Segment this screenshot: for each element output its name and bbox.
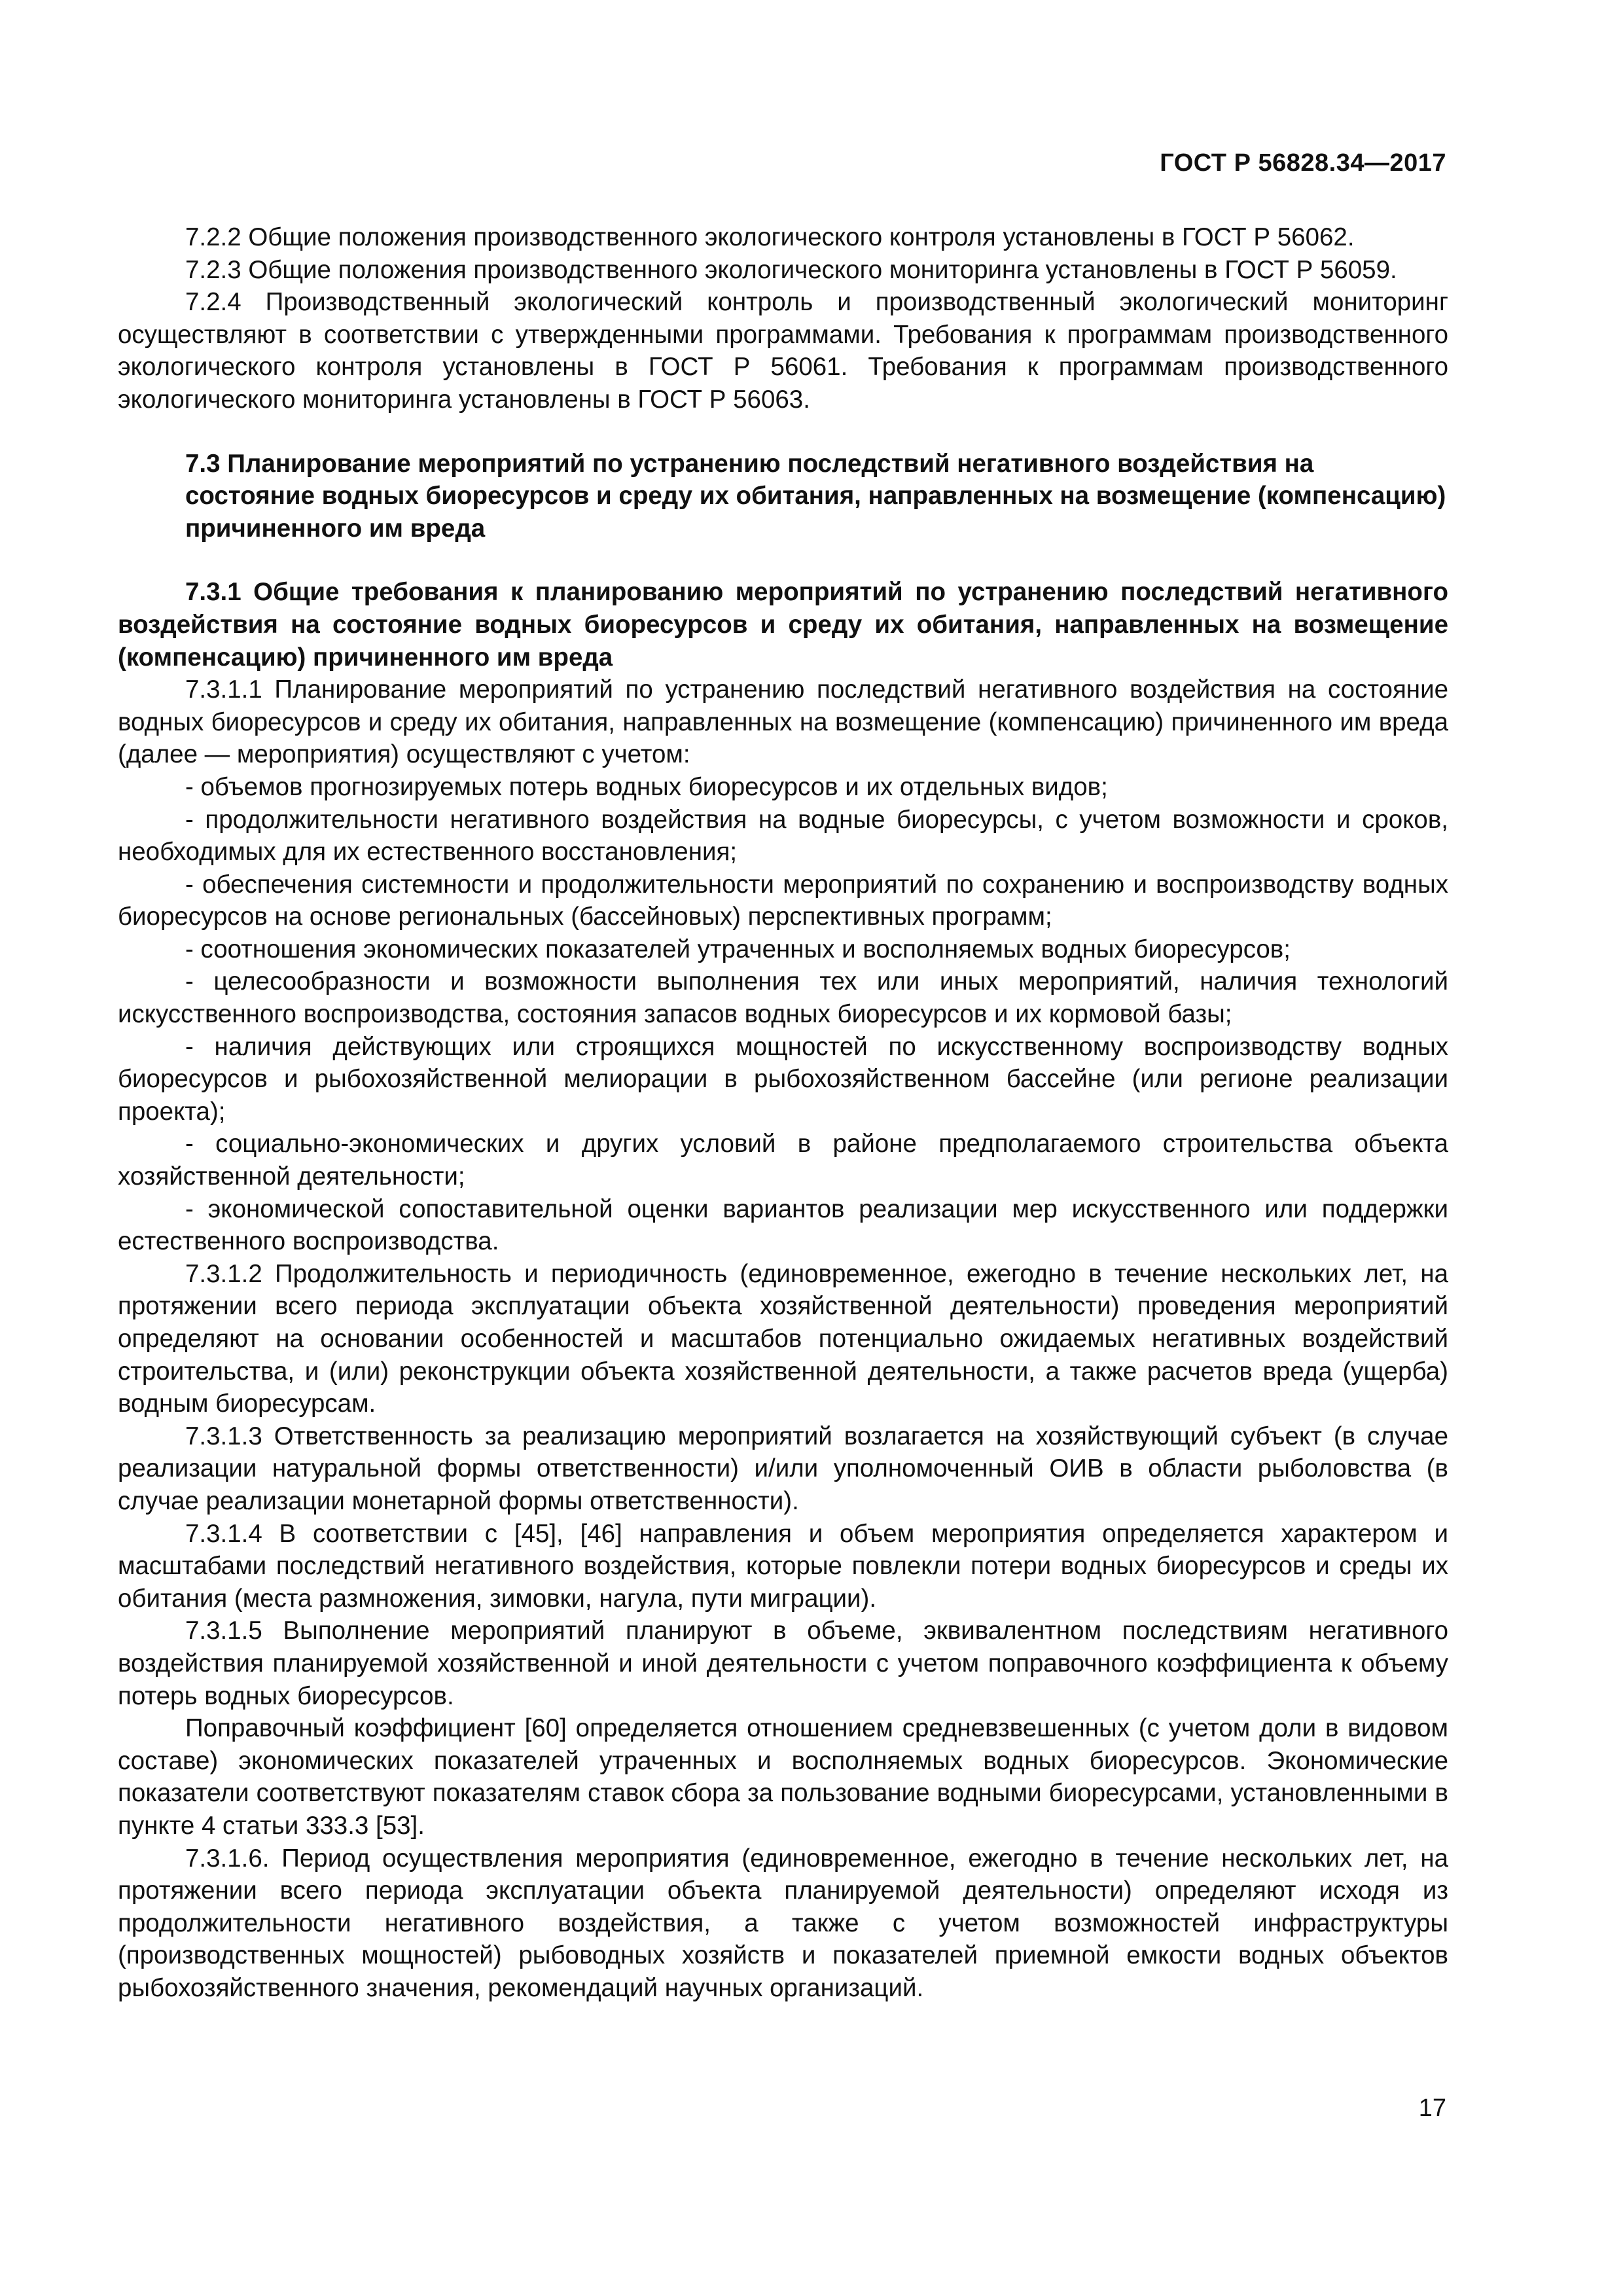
paragraph-correction-coefficient: Поправочный коэффициент [60] определяется отношением средневзвешенных (с учетом доли в видовом составе) экономических показателей утраченных и восполняемых водных биоресурсов. Экономические показатели соответствуют показателям ставок сбора за пользование водными биоресурсами, установленными в пункте 4 статьи 333.3 [53]. <box>118 1714 1448 1840</box>
paragraph-7-3-1-2: 7.3.1.2 Продолжительность и периодичность (единовременное, ежегодно в течение нескольких лет, на протяжении всего периода эксплуатации объекта хозяйственной деятельности) проведения мероприятий определяют на основании особенностей и масштабов потенциально ожидаемых негативных воздействий строительства, и (или) реконструкции объекта хозяйственной деятельности, а также расчетов вреда (ущерба) водным биоресурсам. <box>118 1259 1448 1418</box>
section-heading-7-3: 7.3 Планирование мероприятий по устранению последствий негативного воздействия на состояние водных биоресурсов и среду их обитания, направленных на возмещение (компенсацию) причиненного им вреда <box>185 449 1446 543</box>
paragraph-7-3-1-1: 7.3.1.1 Планирование мероприятий по устранению последствий негативного воздействия на состояние водных биоресурсов и среду их обитания, направленных на возмещение (компенсацию) причиненного им вреда (далее — мероприятия) осуществляют с учетом: <box>118 675 1448 769</box>
subsection-heading-7-3-1: 7.3.1 Общие требования к планированию мероприятий по устранению последствий негативного воздействия на состояние водных биоресурсов и среду их обитания, направленных на возмещение (компенсацию) причиненного им вреда <box>118 578 1448 672</box>
list-item: - соотношения экономических показателей утраченных и восполняемых водных биоресурсов; <box>185 935 1291 963</box>
paragraph-7-2-3: 7.2.3 Общие положения производственного экологического мониторинга установлены в ГОСТ Р 56059. <box>185 255 1397 284</box>
paragraph-7-3-1-6: 7.3.1.6. Период осуществления мероприятия (единовременное, ежегодно в течение нескольких лет, на протяжении всего периода эксплуатации объекта планируемой деятельности) определяют исходя из продолжительности негативного воздействия, а также с учетом возможностей инфраструктуры (производственных мощностей) рыбоводных хозяйств и показателей приемной емкости водных объектов рыбохозяйственного значения, рекомендаций научных организаций. <box>118 1844 1448 2002</box>
list-item: - экономической сопоставительной оценки вариантов реализации мер искусственного или поддержки естественного воспроизводства. <box>118 1194 1448 1256</box>
list-item: - целесообразности и возможности выполнения тех или иных мероприятий, наличия технологий искусственного воспроизводства, состояния запасов водных биоресурсов и их кормовой базы; <box>118 967 1448 1029</box>
paragraph-7-3-1-5: 7.3.1.5 Выполнение мероприятий планируют в объеме, эквивалентном последствиям негативного воздействия планируемой хозяйственной и иной деятельности с учетом поправочного коэффициента к объему потерь водных биоресурсов. <box>118 1617 1448 1710</box>
paragraph-7-3-1-3: 7.3.1.3 Ответственность за реализацию мероприятий возлагается на хозяйствующий субъект (в случае реализации натуральной формы ответственности) и/или уполномоченный ОИВ в области рыболовства (в случае реализации монетарной формы ответственности). <box>118 1422 1448 1515</box>
list-item: - обеспечения системности и продолжительности мероприятий по сохранению и воспроизводству водных биоресурсов на основе региональных (бассейновых) перспективных программ; <box>118 870 1448 931</box>
paragraph-7-2-4: 7.2.4 Производственный экологический контроль и производственный экологический мониторинг осуществляют в соответствии с утвержденными программами. Требования к программам производственного экологического контроля установлены в ГОСТ Р 56061. Требования к программам производственного экологического мониторинга установлены в ГОСТ Р 56063. <box>118 288 1448 414</box>
paragraph-7-2-2: 7.2.2 Общие положения производственного экологического контроля установлены в ГОСТ Р 56062. <box>185 223 1355 251</box>
paragraph-7-3-1-4: 7.3.1.4 В соответствии с [45], [46] направления и объем мероприятия определяется характером и масштабами последствий негативного воздействия, которые повлекли потери водных биоресурсов и среды их обитания (места размножения, зимовки, нагула, пути миграции). <box>118 1519 1448 1613</box>
list-item: - социально-экономических и других условий в районе предполагаемого строительства объекта хозяйственной деятельности; <box>118 1130 1448 1191</box>
list-item: - наличия действующих или строящихся мощностей по искусственному воспроизводству водных биоресурсов и рыбохозяйственной мелиорации в рыбохозяйственном бассейне (или регионе реализации проекта); <box>118 1032 1448 1126</box>
list-item: - продолжительности негативного воздействия на водные биоресурсы, с учетом возможности и сроков, необходимых для их естественного восстановления; <box>118 805 1448 867</box>
document-header: ГОСТ Р 56828.34—2017 <box>1160 149 1446 177</box>
document-body <box>118 221 1448 2004</box>
page-number: 17 <box>1418 2094 1446 2122</box>
list-item: - объемов прогнозируемых потерь водных биоресурсов и их отдельных видов; <box>185 772 1108 801</box>
